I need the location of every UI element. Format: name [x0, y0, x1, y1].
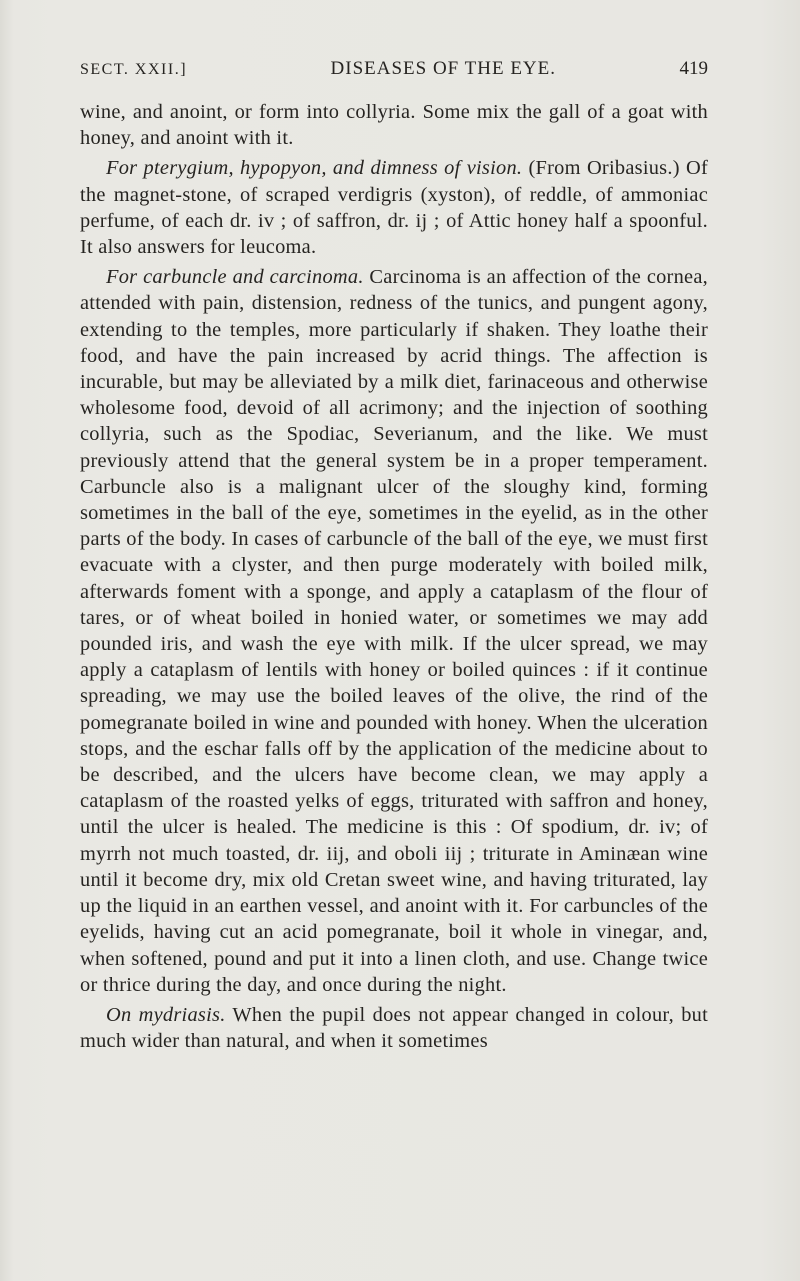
- paragraph-pterygium: [80, 155, 708, 260]
- paragraph-text: (From Oribasius.) Of the magnet-stone, of scraped verdigris (xyston), of reddle, of ammoniac perfume, of each dr. iv ; of saffron, dr. ij ; of Attic honey half a spoonful. It also answers for leucoma.: [80, 157, 708, 259]
- paragraph-lead: For carbuncle and carcinoma.: [106, 266, 364, 289]
- paragraph-lead: For pterygium, hypopyon, and dimness of vision.: [106, 157, 523, 180]
- page-title: DISEASES OF THE EYE.: [330, 58, 557, 79]
- paragraph-mydriasis: [80, 1002, 708, 1054]
- body-text: [80, 99, 708, 1058]
- paragraph-text: When the pupil does not appear changed in colour, but much wider than natural, and when it sometimes: [80, 1003, 709, 1053]
- paragraph-continuation: [80, 99, 708, 151]
- paragraph-text: wine, and anoint, or form into collyria. Some mix the gall of a goat with honey, and anoint with it.: [80, 101, 708, 150]
- section-label: SECT. XXII.]: [80, 61, 188, 78]
- paragraph-carbuncle: [80, 264, 708, 998]
- page-number: 419: [679, 58, 708, 79]
- paragraph-text: Carcinoma is an affection of the cornea, attended with pain, distension, redness of the tunics, and pungent agony, extending to the temples, more particularly if shaken. They loathe their food, and have the pain increased by acrid things. The affection is incurable, but may be alleviated by a milk diet, farinaceous and otherwise wholesome food, devoid of all acrimony; and the injection of soothing collyria, such as the Spodiac, Severianum, and the like. We must previously attend that the general system be in a proper temperament. Carbuncle also is a malignant ulcer of the sloughy kind, forming sometimes in the ball of the eye, sometimes in the eyelid, as in the other parts of the body. In cases of carbuncle of the ball of the eye, we must first evacuate with a clyster, and then purge moderately with boiled milk, afterwards foment with a sponge, and apply a cataplasm of the flour of tares, or of wheat boiled in honied water, or sometimes we may add pounded iris, and wash the eye with milk. If the ulcer spread, we may apply a cataplasm of lentils with honey or boiled quinces : if it continue spreading, we may use the boiled leaves of the olive, the rind of the pomegranate boiled in wine and pounded with honey. When the ulceration stops, and the eschar falls off by the application of the medicine about to be described, and the ulcers have become clean, we may apply a cataplasm of the roasted yelks of eggs, triturated with saffron and honey, until the ulcer is healed. The medicine is this : Of spodium, dr. iv; of myrrh not much toasted, dr. iij, and oboli iij ; triturate in Aminæan wine until it become dry, mix old Cretan sweet wine, and having triturated, lay up the liquid in an earthen vessel, and anoint with it. For carbuncles of the eyelids, having cut an acid pomegranate, boil it whole in vinegar, and, when softened, pound and put it into a linen cloth, and use. Change twice or thrice during the day, and once during the night.: [80, 266, 708, 996]
- paragraph-lead: On mydriasis.: [106, 1003, 226, 1026]
- running-header: [80, 58, 708, 86]
